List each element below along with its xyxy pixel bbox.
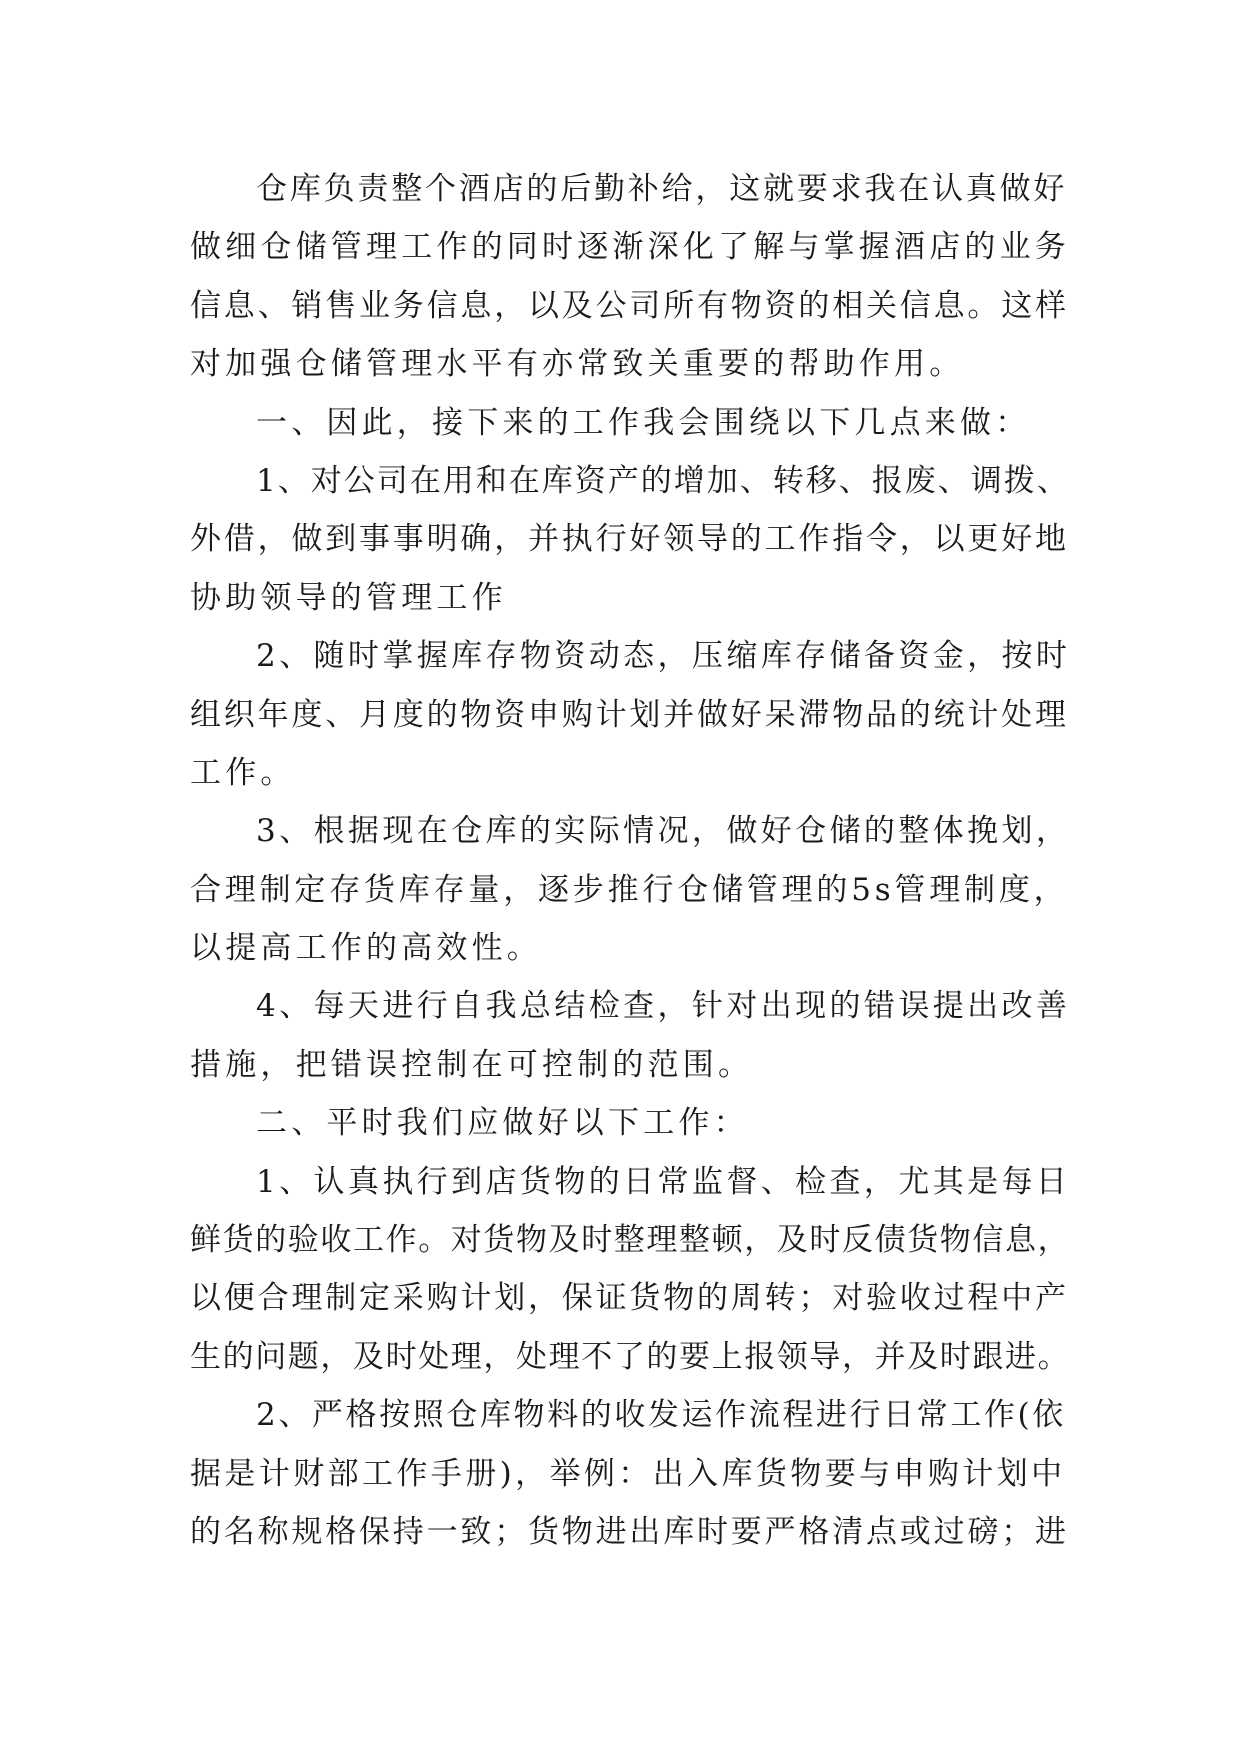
text-line: 据是计财部工作手册)，举例：出入库货物要与申购计划中 bbox=[190, 1455, 1066, 1492]
document-body bbox=[190, 160, 1070, 1561]
text-line: 合理制定存货库存量，逐步推行仓储管理的5s管理制度， bbox=[190, 871, 1069, 908]
text-line: 以便合理制定采购计划，保证货物的周转；对验收过程中产 bbox=[190, 1280, 1069, 1317]
text-line: 对加强仓储管理水平有亦常致关重要的帮助作用。 bbox=[190, 346, 965, 383]
text-line: 组织年度、月度的物资申购计划并做好呆滞物品的统计处理 bbox=[190, 696, 1069, 733]
text-line: 做细仓储管理工作的同时逐渐深化了解与掌握酒店的业务 bbox=[190, 229, 1070, 266]
text-line: 措施，把错误控制在可控制的范围。 bbox=[190, 1046, 754, 1083]
text-line: 信息、销售业务信息，以及公司所有物资的相关信息。这样 bbox=[190, 287, 1069, 324]
text-line: 仓库负责整个酒店的后勤补给，这就要求我在认真做好 bbox=[256, 171, 1068, 207]
text-line: 3、根据现在仓库的实际情况，做好仓储的整体挽划， bbox=[256, 813, 1071, 850]
text-line: 协助领导的管理工作 bbox=[190, 579, 507, 616]
text-line: 4、每天进行自我总结检查，针对出现的错误提出改善 bbox=[256, 988, 1071, 1025]
text-line: 2、严格按照仓库物料的收发运作流程进行日常工作(依 bbox=[256, 1397, 1066, 1434]
text-line: 一、因此，接下来的工作我会围绕以下几点来做： bbox=[256, 404, 1031, 441]
text-line: 工作。 bbox=[190, 754, 296, 791]
text-line: 的名称规格保持一致；货物进出库时要严格清点或过磅；进 bbox=[190, 1513, 1069, 1550]
text-line: 1、对公司在用和在库资产的增加、转移、报废、调拨、 bbox=[256, 462, 1070, 499]
text-line: 二、平时我们应做好以下工作： bbox=[256, 1105, 749, 1142]
text-line: 2、随时掌握库存物资动态，压缩库存储备资金，按时 bbox=[256, 638, 1071, 675]
text-line: 鲜货的验收工作。对货物及时整理整顿，及时反债货物信息， bbox=[190, 1222, 1071, 1259]
text-line: 外借，做到事事明确，并执行好领导的工作指令，以更好地 bbox=[190, 521, 1069, 558]
text-line: 1、认真执行到店货物的日常监督、检查，尤其是每日 bbox=[256, 1163, 1071, 1200]
text-line: 以提高工作的高效性。 bbox=[190, 930, 542, 967]
text-line: 生的问题，及时处理，处理不了的要上报领导，并及时跟进。 bbox=[190, 1338, 1071, 1375]
